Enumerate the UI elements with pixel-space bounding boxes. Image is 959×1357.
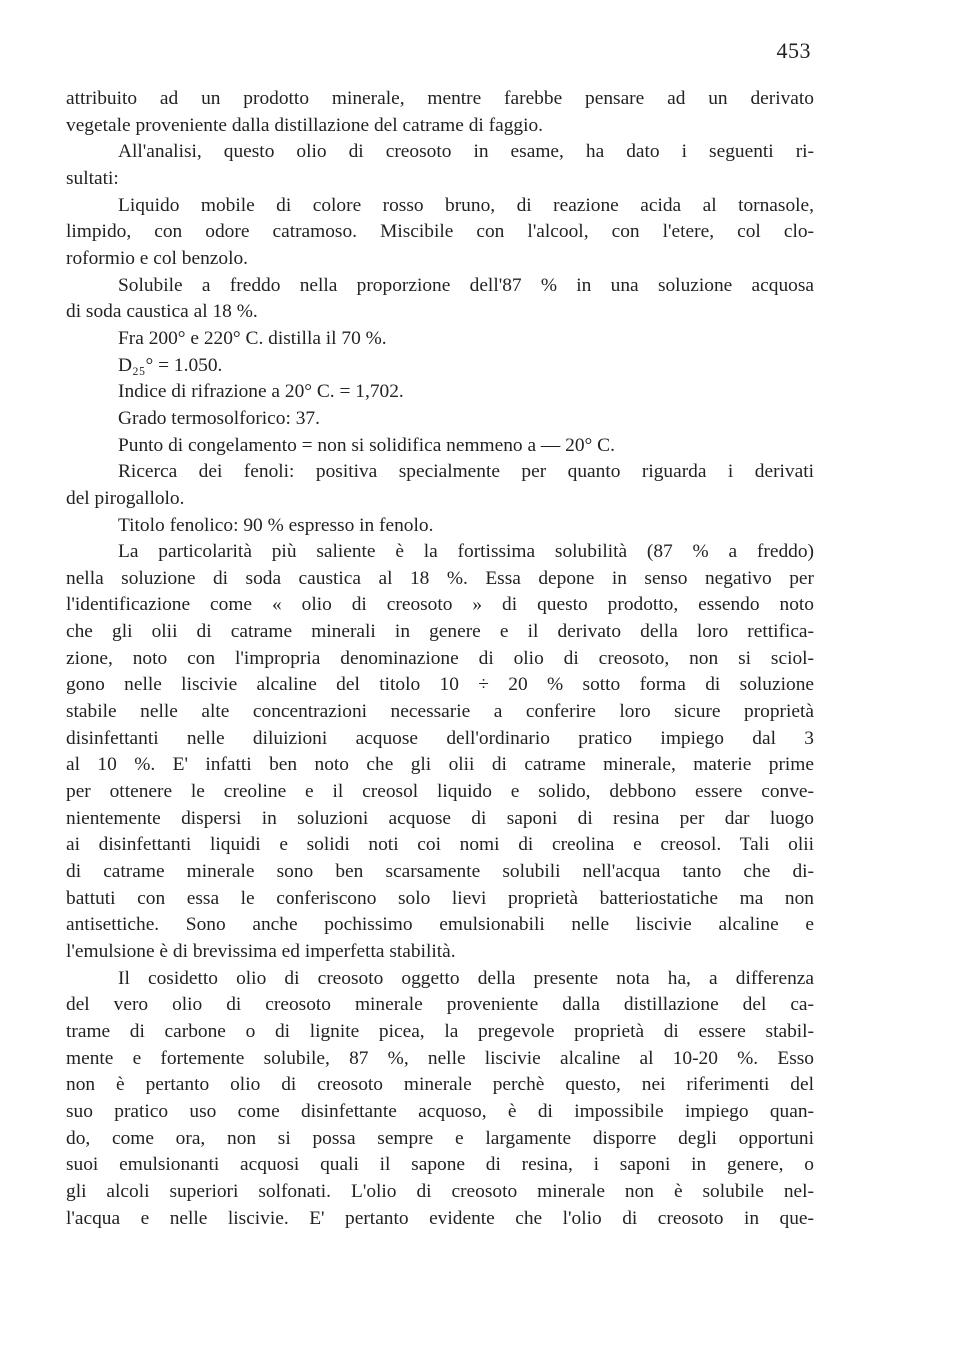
text-line: suo pratico uso come disinfettante acquoso, è di impossibile impiego quan-	[66, 1100, 814, 1122]
text-line: Punto di congelamento = non si solidifica nemmeno a — 20° C.	[118, 434, 615, 456]
text-line: battuti con essa le conferiscono solo lievi proprietà batteriostatiche ma non	[66, 887, 814, 909]
text-line: nientemente dispersi in soluzioni acquose di saponi di resina per dar luogo	[66, 807, 814, 829]
body-text	[66, 86, 814, 1232]
text-line: gli alcoli superiori solfonati. L'olio di creosoto minerale non è solubile nel-	[66, 1180, 814, 1202]
text-line: stabile nelle alte concentrazioni necessarie a conferire loro sicure proprietà	[66, 701, 814, 723]
text-line: mente e fortemente solubile, 87 %, nelle liscivie alcaline al 10-20 %. Esso	[66, 1047, 814, 1069]
text-line: disinfettanti nelle diluizioni acquose dell'ordinario pratico impiego dal 3	[66, 727, 814, 749]
text-line: ai disinfettanti liquidi e solidi noti coi nomi di creolina e creosol. Tali olii	[66, 834, 814, 856]
text-line: All'analisi, questo olio di creosoto in esame, ha dato i seguenti ri-	[118, 141, 814, 163]
text-line: antisettiche. Sono anche pochissimo emulsionabili nelle liscivie alcaline e	[66, 914, 814, 936]
text-line: limpido, con odore catramoso. Miscibile con l'alcool, con l'etere, col clo-	[66, 221, 814, 243]
text-line: Liquido mobile di colore rosso bruno, di reazione acida al tornasole,	[118, 194, 814, 216]
text-line: nella soluzione di soda caustica al 18 %. Essa depone in senso negativo per	[66, 567, 814, 589]
text-line: che gli olii di catrame minerali in genere e il derivato della loro rettifica-	[66, 621, 814, 643]
text-line: trame di carbone o di lignite picea, la pregevole proprietà di essere stabil-	[66, 1020, 814, 1042]
text-line: Il cosidetto olio di creosoto oggetto della presente nota ha, a differenza	[118, 967, 814, 989]
text-line: Grado termosolforico: 37.	[118, 407, 320, 429]
text-line: roformio e col benzolo.	[66, 247, 248, 269]
text-line: Ricerca dei fenoli: positiva specialmente per quanto riguarda i derivati	[118, 461, 814, 483]
text-line: suoi emulsionanti acquosi quali il sapone di resina, i saponi in genere, o	[66, 1154, 814, 1176]
text-line: La particolarità più saliente è la fortissima solubilità (87 % a freddo)	[118, 541, 814, 563]
text-line: Titolo fenolico: 90 % espresso in fenolo.	[118, 514, 434, 536]
text-line: di catrame minerale sono ben scarsamente solubili nell'acqua tanto che di-	[66, 861, 814, 883]
text-line: D₂₅° = 1.050.	[118, 354, 223, 376]
text-line: sultati:	[66, 167, 119, 189]
page-number: 453	[776, 38, 811, 63]
text-line: l'identificazione come « olio di creosoto » di questo prodotto, essendo noto	[66, 594, 814, 616]
text-line: non è pertanto olio di creosoto minerale perchè questo, nei riferimenti del	[66, 1074, 814, 1096]
text-line: Fra 200° e 220° C. distilla il 70 %.	[118, 327, 387, 349]
text-line: per ottenere le creoline e il creosol liquido e solido, debbono essere conve-	[66, 781, 814, 803]
text-line: gono nelle liscivie alcaline del titolo 10 ÷ 20 % sotto forma di soluzione	[66, 674, 814, 696]
text-line: di soda caustica al 18 %.	[66, 301, 258, 323]
text-line: do, come ora, non si possa sempre e largamente disporre degli opportuni	[66, 1127, 814, 1149]
text-line: l'acqua e nelle liscivie. E' pertanto evidente che l'olio di creosoto in que-	[66, 1207, 814, 1229]
text-line: al 10 %. E' infatti ben noto che gli olii di catrame minerale, materie prime	[66, 754, 814, 776]
text-line: vegetale proveniente dalla distillazione del catrame di faggio.	[66, 114, 544, 136]
text-line: Indice di rifrazione a 20° C. = 1,702.	[118, 381, 404, 403]
text-line: attribuito ad un prodotto minerale, mentre farebbe pensare ad un derivato	[66, 88, 814, 109]
text-line: del vero olio di creosoto minerale proveniente dalla distillazione del ca-	[66, 994, 814, 1016]
text-line: del pirogallolo.	[66, 487, 185, 509]
text-line: zione, noto con l'impropria denominazione di olio di creosoto, non si sciol-	[66, 647, 814, 669]
text-line: Solubile a freddo nella proporzione dell'87 % in una soluzione acquosa	[118, 274, 814, 296]
text-line: l'emulsione è di brevissima ed imperfetta stabilità.	[66, 941, 456, 962]
